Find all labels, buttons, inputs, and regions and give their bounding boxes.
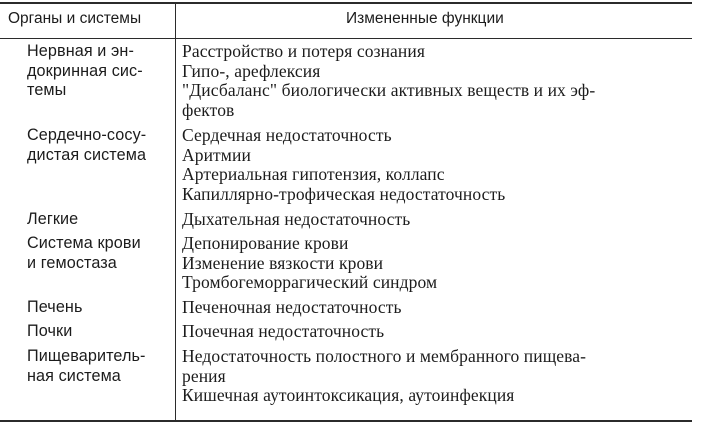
organ-line: Почки bbox=[27, 322, 73, 340]
organ-cell-digestive bbox=[27, 347, 173, 386]
function-line: Дыхательная недостаточность bbox=[182, 209, 411, 229]
functions-cell-kidneys bbox=[182, 322, 692, 342]
table-bottom-rule bbox=[0, 420, 692, 422]
organ-cell-liver bbox=[27, 298, 173, 318]
functions-cell-cardiovascular bbox=[182, 126, 692, 204]
column-header-organs: Органы и системы bbox=[8, 10, 142, 27]
function-line: Почечная недостаточность bbox=[182, 321, 385, 341]
functions-cell-liver bbox=[182, 298, 692, 318]
functions-cell-digestive bbox=[182, 347, 692, 406]
functions-cell-nervous-endocrine bbox=[182, 42, 692, 120]
function-line: Гипо-, арефлексия bbox=[182, 60, 321, 81]
function-line: рения bbox=[182, 365, 226, 386]
organ-line: Печень bbox=[27, 298, 83, 316]
column-header-functions: Измененные функции bbox=[346, 10, 504, 27]
function-line: Сердечная недостаточность bbox=[182, 125, 392, 145]
organ-line: темы bbox=[27, 81, 67, 99]
organ-cell-lungs bbox=[27, 210, 173, 230]
organ-cell-kidneys bbox=[27, 322, 173, 342]
table-top-rule bbox=[0, 2, 692, 4]
function-line: Кишечная аутоинтоксикация, аутоинфекция bbox=[182, 385, 515, 405]
function-line: Аритмии bbox=[182, 144, 251, 165]
organ-cell-cardiovascular bbox=[27, 126, 173, 165]
column-divider bbox=[175, 4, 176, 420]
organ-line: ная система bbox=[27, 366, 121, 385]
organ-line: дистая система bbox=[27, 145, 147, 164]
function-line: "Дисбаланс" биологически активных веществ и их эф- bbox=[182, 80, 596, 100]
organ-cell-nervous-endocrine bbox=[27, 42, 173, 101]
function-line: Тромбогеморрагический синдром bbox=[182, 272, 438, 292]
function-line: Расстройство и потеря сознания bbox=[182, 41, 426, 61]
function-line: Печеночная недостаточность bbox=[182, 297, 402, 317]
table-header-rule bbox=[0, 38, 692, 39]
organ-line: Легкие bbox=[27, 210, 79, 228]
function-line: Депонирование крови bbox=[182, 233, 349, 253]
function-line: Недостаточность полостного и мембранного пищева- bbox=[182, 346, 587, 366]
functions-cell-blood-hemostasis bbox=[182, 234, 692, 293]
organ-line: Пищеваритель- bbox=[27, 347, 146, 365]
functions-cell-lungs bbox=[182, 210, 692, 230]
organ-line: и гемостаза bbox=[27, 253, 117, 272]
function-line: Артериальная гипотензия, коллапс bbox=[182, 164, 445, 184]
organ-line: Система крови bbox=[27, 234, 141, 252]
organ-line: Нервная и эн- bbox=[27, 42, 134, 60]
function-line: Изменение вязкости крови bbox=[182, 252, 384, 273]
organ-line: Сердечно-сосу- bbox=[27, 126, 147, 144]
function-line: Капиллярно-трофическая недостаточность bbox=[182, 183, 506, 204]
organ-cell-blood-hemostasis bbox=[27, 234, 173, 273]
organ-line: докринная сис- bbox=[27, 61, 143, 80]
function-line: фектов bbox=[182, 99, 235, 120]
